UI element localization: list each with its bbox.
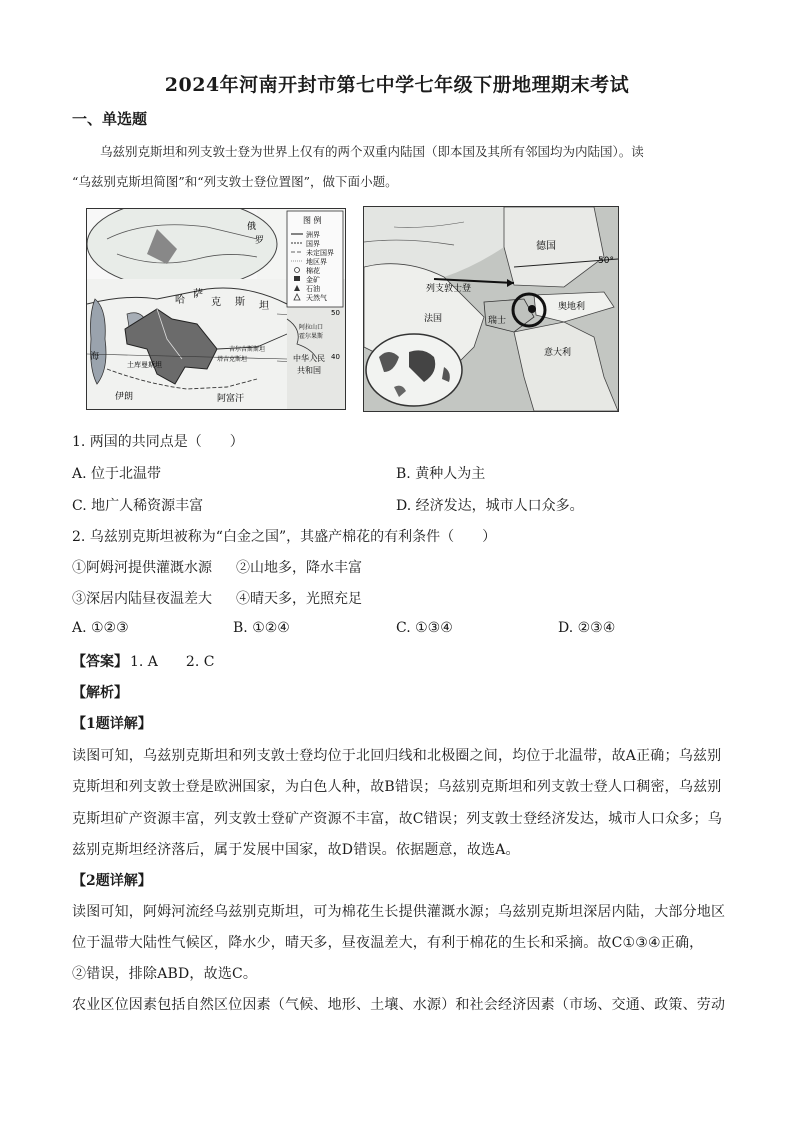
page-title: 2024年河南开封市第七中学七年级下册地理期末考试 [164,74,630,96]
q2-condition-3: ③深居内陆昼夜温差大 [72,591,212,607]
legend-item-6: 金矿 [306,276,320,284]
label-lat50: 50 [331,309,340,317]
answer-text: 1. A 2. C [130,654,215,670]
legend-item-2: 国界 [306,240,320,248]
label-kazakhstan-5: 坦 [259,301,269,312]
legend-item-3: 未定国界 [306,249,334,257]
detail1-line-3: 克斯坦矿产资源丰富，列支敦士登矿产资源不丰富，故C错误；列支敦士登经济发达，城市人口众多；乌 [72,811,722,827]
label-austria: 奥地利 [558,302,586,312]
q2-option-a: A. ①②③ [72,620,129,636]
detail2-line-1: 读图可知，阿姆河流经乌兹别克斯坦，可为棉花生长提供灌溉水源；乌兹别克斯坦深居内陆，大部分地区 [72,904,726,920]
detail1-line-4: 兹别克斯坦经济落后，属于发展中国家，故D错误。依据题意，故选A。 [72,842,520,858]
legend-title: 图 例 [303,216,322,225]
legend-item-4: 地区界 [306,258,327,266]
detail2-label: 【2题详解】 [72,873,152,889]
q1-option-d: D. 经济发达，城市人口众多。 [396,498,584,514]
label-lat50: 50° [598,256,614,266]
label-turkmen: 土库曼斯坦 [127,361,162,369]
detail2-line-3: ②错误，排除ABD，故选C。 [72,966,258,982]
uzbekistan-map [86,208,346,410]
legend-item-8: 天然气 [306,294,327,302]
label-kazakhstan-3: 克 [211,297,221,308]
liechtenstein-map-graphic [364,207,618,411]
label-afghanistan: 阿富汗 [217,394,245,404]
q2-stem: 2. 乌兹别克斯坦被称为“白金之国”，其盛产棉花的有利条件（ ） [72,529,497,545]
label-city2: 霍尔果斯 [299,333,324,340]
label-china-2: 共和国 [297,366,321,375]
q2-condition-1: ①阿姆河提供灌溉水源 [72,560,212,576]
liechtenstein-map [363,206,619,412]
label-germany: 德国 [536,241,556,252]
detail1-line-1: 读图可知，乌兹别克斯坦和列支敦士登均位于北回归线和北极圈之间，均位于北温带，故A正确；乌兹别 [72,748,722,764]
legend-item-1: 洲界 [306,231,320,239]
label-china-1: 中华人民 [293,354,325,363]
q2-option-d: D. ②③④ [558,620,616,636]
section-heading: 一、单选题 [72,110,148,128]
label-lat40: 40 [331,353,340,361]
q1-option-a: A. 位于北温带 [72,466,162,482]
analysis-label: 【解析】 [72,685,128,701]
label-sea: 海 [90,352,100,362]
label-france: 法国 [424,314,443,324]
q1-stem: 1. 两国的共同点是（ ） [72,434,244,450]
label-kazakhstan-4: 斯 [235,297,245,308]
label-russia-2: 罗 [255,236,265,246]
q2-option-c: C. ①③④ [396,620,453,636]
legend-item-5: 棉花 [306,267,320,275]
detail2-line-2: 位于温带大陆性气候区，降水少，晴天多，昼夜温差大，有利于棉花的生长和采摘。故C①③④正确， [72,935,704,951]
detail1-line-2: 克斯坦和列支敦士登是欧洲国家，为白色人种，故B错误；乌兹别克斯坦和列支敦士登人口稠密，乌兹别 [72,779,722,795]
label-switzerland: 瑞士 [488,316,507,326]
label-tajik: 塔吉克斯坦 [217,356,248,363]
label-iran: 伊朗 [115,392,134,402]
q2-condition-2: ②山地多，降水丰富 [236,560,362,576]
detail1-label: 【1题详解】 [72,716,152,732]
q2-condition-4: ④晴天多，光照充足 [236,591,362,607]
answer-label: 【答案】 [72,654,128,670]
label-liechtenstein: 列支敦士登 [426,284,472,294]
label-city: 阿拉山口 [299,324,324,331]
intro-line-1: 乌兹别克斯坦和列支敦士登为世界上仅有的两个双重内陆国（即本国及其所有邻国均为内陆国）。读 [100,144,644,159]
legend-item-7: 石油 [306,285,320,293]
q2-option-b: B. ①②④ [233,620,290,636]
uzbekistan-map-graphic [87,209,345,409]
label-russia-1: 俄 [247,222,257,232]
label-kyrgyz: 吉尔吉斯斯坦 [229,346,266,353]
extra-line: 农业区位因素包括自然区位因素（气候、地形、土壤、水源）和社会经济因素（市场、交通、政策、劳动 [72,997,726,1013]
q1-option-b: B. 黄种人为主 [396,466,486,482]
label-kazakhstan-1: 哈 [175,295,185,306]
q1-option-c: C. 地广人稀资源丰富 [72,498,204,514]
intro-line-2: “乌兹别克斯坦简图”和“列支敦士登位置图”，做下面小题。 [72,174,398,189]
label-italy: 意大利 [544,348,572,358]
label-kazakhstan-2: 萨 [193,289,203,300]
